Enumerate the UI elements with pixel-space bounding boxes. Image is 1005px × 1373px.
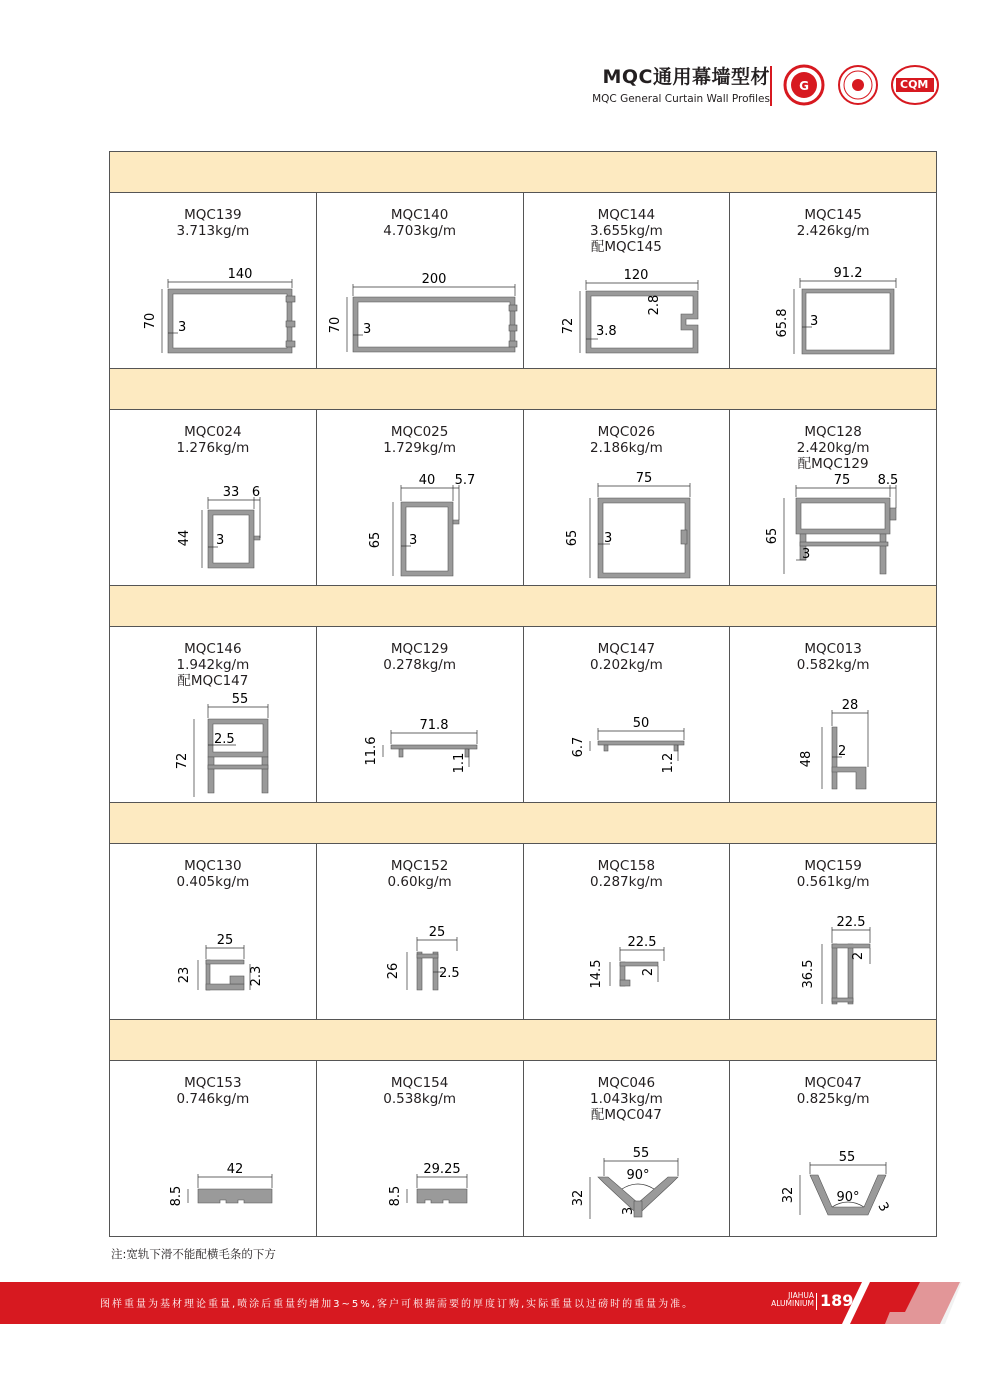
dim-height: 70 [143,312,158,330]
profile-code: MQC013 [804,641,862,657]
dim-extra: 5.7 [454,473,476,488]
profile-code: MQC146 [184,641,242,657]
profile-code: MQC025 [390,424,449,440]
profile-drawing [110,627,316,802]
profile-weight: 0.746kg/m [176,1091,250,1107]
dim-width: 50 [632,716,649,731]
profile-drawing [524,844,730,1019]
page-title: MQC通用幕墙型材 [602,66,770,88]
footer-brand [754,1292,814,1308]
profile-cell [523,1061,730,1237]
dim-thickness: 3 [216,533,225,548]
profile-code: MQC144 [597,207,656,223]
profile-weight: 2.426kg/m [796,223,870,239]
profile-cell [316,410,523,586]
profile-code: MQC024 [184,424,242,440]
profile-code: MQC158 [597,858,656,874]
dim-thickness: 3 [603,531,612,546]
profile-cell [110,844,317,1020]
dim-height: 23 [177,966,192,984]
profile-cell [316,844,523,1020]
profile-drawing [110,1061,316,1236]
dim-thickness: 3.8 [595,324,617,339]
dim-width: 75 [635,471,652,486]
profile-code: MQC147 [597,641,656,657]
profile-weight: 3.655kg/m [590,223,663,239]
dim-width: 75 [833,473,851,488]
profile-weight: 3.713kg/m [176,223,250,239]
dim-thickness: 3 [408,533,418,548]
dim-thickness: 3 [810,314,819,329]
profile-weight: 1.942kg/m [176,657,250,673]
dim-height: 72 [560,317,576,335]
dim-angle: 90° [625,1168,650,1183]
dim-width: 140 [227,267,253,282]
profile-row [110,1061,937,1237]
certification-logos [782,64,940,106]
dim-thickness: 3 [620,1206,636,1216]
profile-drawing [317,627,523,802]
profile-weight: 0.60kg/m [387,874,452,890]
dim-thickness: 3 [178,320,187,335]
dim-height: 72 [175,752,190,770]
profile-weight: 1.729kg/m [383,440,456,456]
profile-code: MQC139 [184,207,242,223]
dim-height: 65.8 [775,308,791,338]
profile-row [110,193,937,369]
profile-code: MQC130 [184,858,242,874]
dim-height: 65 [564,529,580,547]
dim-width: 22.5 [627,935,656,950]
profile-drawing [317,1061,523,1236]
dim-width: 91.2 [833,266,863,281]
cqm-logo-text: CQM [900,78,929,91]
footnote: 注:宽轨下滑不能配横毛条的下方 [111,1247,276,1261]
profile-drawing [730,410,936,585]
profile-row [110,627,937,803]
dim-width: 55 [231,692,249,707]
profile-weight: 0.405kg/m [176,874,250,890]
profile-cell [110,1061,317,1237]
profile-cell [730,627,937,803]
dim-height: 26 [385,962,401,980]
profile-cell [730,410,937,586]
dim-angle: 90° [836,1190,860,1205]
section-band [110,369,937,410]
dim-height: 70 [327,316,343,334]
profile-drawing [317,193,523,368]
profile-drawing [730,193,936,368]
profile-code: MQC145 [804,207,862,223]
page-subtitle: MQC General Curtain Wall Profiles [592,93,770,105]
dim-thickness: 2 [640,967,656,977]
profile-pair: 配MQC145 [590,239,662,255]
dim-extra: 2.8 [646,294,662,316]
profile-code: MQC026 [597,424,656,440]
profile-weight: 0.582kg/m [796,657,870,673]
profile-catalog-table [109,151,937,1237]
profile-drawing [524,1061,730,1236]
profile-code: MQC152 [390,858,449,874]
dim-thickness: 3 [802,547,811,562]
profile-weight: 0.278kg/m [383,657,456,673]
profile-cell [110,627,317,803]
profile-drawing [110,844,316,1019]
section-band [110,152,937,193]
profile-drawing [524,410,730,585]
section-band [110,803,937,844]
dim-width: 25 [428,925,446,940]
profile-drawing [317,410,523,585]
dim-extra: 8.5 [877,473,899,488]
dim-width: 22.5 [836,915,866,930]
profile-code: MQC129 [390,641,449,657]
dim-height: 6.7 [570,736,586,758]
dim-thickness: 2.5 [214,732,235,747]
profile-pair: 配MQC147 [177,673,249,689]
profile-weight: 2.186kg/m [590,440,663,456]
profile-cell [523,627,730,803]
section-band [110,586,937,627]
profile-weight: 4.703kg/m [383,223,456,239]
profile-cell [730,844,937,1020]
dim-width: 25 [216,933,234,948]
profile-cell [730,1061,937,1237]
profile-drawing [110,193,316,368]
dim-width: 40 [418,473,436,488]
dim-thickness: 2 [838,744,847,759]
header-divider [770,66,772,106]
profile-weight: 2.420kg/m [796,440,870,456]
dim-height: 32 [781,1186,797,1204]
dim-thickness: 2 [851,951,867,961]
profile-weight: 1.043kg/m [590,1091,663,1107]
dim-height: 65 [367,531,383,549]
profile-code: MQC046 [597,1075,656,1091]
profile-code: MQC128 [804,424,862,440]
quality-seal-icon [836,64,880,106]
profile-weight: 0.561kg/m [796,874,870,890]
dim-height: 36.5 [801,959,817,989]
profile-drawing [730,844,936,1019]
dim-thickness: 3 [362,322,372,337]
profile-code: MQC154 [390,1075,449,1091]
profile-weight: 0.538kg/m [383,1091,456,1107]
dim-width: 71.8 [419,718,449,733]
dim-height: 44 [177,529,192,547]
footer-divider [816,1293,817,1310]
profile-code: MQC140 [390,207,449,223]
dim-height: 8.5 [387,1185,403,1207]
dim-width: 55 [838,1150,856,1165]
dim-width: 28 [841,698,859,713]
dim-height: 48 [799,750,815,768]
profile-cell [523,844,730,1020]
profile-row [110,410,937,586]
profile-pair: 配MQC047 [590,1107,662,1123]
dim-width: 42 [226,1162,244,1177]
footer-brand-top: JIAHUA [788,1291,814,1300]
profile-drawing [110,410,316,585]
profile-drawing [524,627,730,802]
profile-weight: 0.825kg/m [796,1091,870,1107]
profile-cell [523,193,730,369]
dim-width: 29.25 [423,1162,461,1177]
dim-height: 14.5 [588,959,604,989]
footer-disclaimer: 图样重量为基材理论重量,喷涂后重量约增加3~5%,客户可根据需要的厚度订购,实际重量以过磅时的重量为准。 [100,1299,695,1310]
profile-cell [316,627,523,803]
profile-pair: 配MQC129 [797,456,869,472]
profile-cell [316,1061,523,1237]
page-number: 189 [820,1291,854,1310]
dim-extra: 6 [251,485,261,500]
dim-width: 120 [623,268,648,283]
dim-thickness: 2.3 [249,965,264,987]
dim-width: 55 [632,1146,649,1161]
profile-weight: 0.287kg/m [590,874,663,890]
dim-thickness: 2.5 [438,966,460,981]
profile-code: MQC153 [184,1075,242,1091]
profile-code: MQC159 [804,858,862,874]
profile-code: MQC047 [804,1075,862,1091]
profile-row [110,844,937,1020]
profile-weight: 1.276kg/m [176,440,250,456]
dim-height: 32 [570,1189,586,1207]
dim-width: 33 [222,485,240,500]
profile-cell [523,410,730,586]
dim-thickness: 3 [874,1199,892,1215]
profile-drawing [730,627,936,802]
profile-drawing [317,844,523,1019]
dim-thickness: 1.1 [451,752,467,774]
dim-thickness: 1.2 [660,752,676,774]
section-band [110,1020,937,1061]
gb-logo-icon [782,64,826,106]
header [560,62,770,105]
profile-drawing [730,1061,936,1236]
dim-height: 65 [765,527,781,545]
profile-cell [730,193,937,369]
footer-brand-bottom: ALUMINIUM [771,1299,814,1308]
profile-cell [110,193,317,369]
svg-text:G: G [799,79,809,93]
dim-height: 8.5 [169,1185,184,1207]
dim-height: 11.6 [363,736,379,766]
profile-drawing [524,193,730,368]
dim-width: 200 [421,272,447,287]
profile-weight: 0.202kg/m [590,657,663,673]
profile-cell [110,410,317,586]
profile-cell [316,193,523,369]
